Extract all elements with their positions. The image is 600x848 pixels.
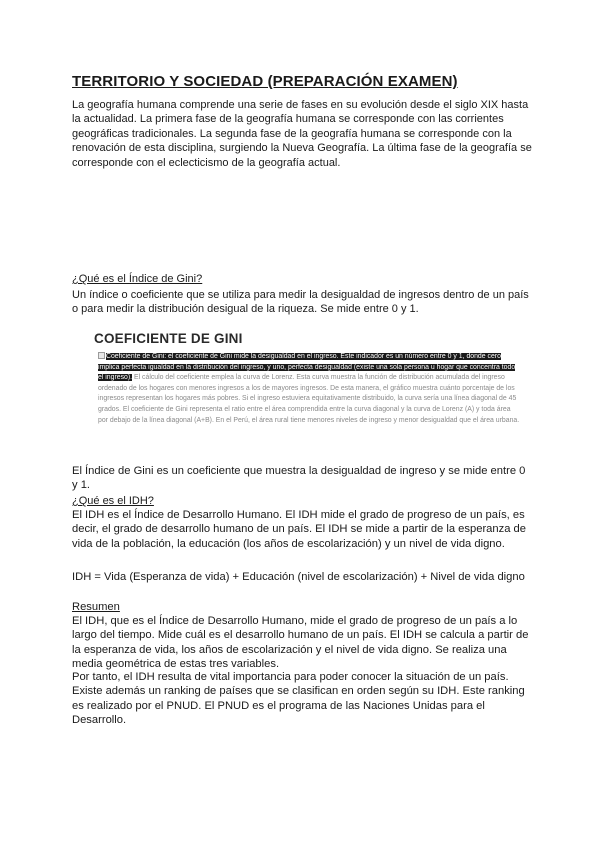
gini-figure — [88, 328, 528, 460]
intro-paragraph: La geografía humana comprende una serie de fases en su evolución desde el siglo XIX hasta la actualidad. La primera fase de la geografía humana se corresponde con las corrientes geográficas tradicionales. La segunda fase de la geografía humana se corresponde con la renovación de esta disciplina, surgiendo la Nueva Geografía. La última fase de la geografía se corresponde con el eclecticismo de la geografía actual. — [72, 99, 532, 169]
broken-image-icon — [98, 352, 105, 359]
gini-question-heading: ¿Qué es el Índice de Gini? — [72, 273, 203, 285]
gini-figure-text — [98, 352, 520, 426]
gini-figure-highlight: Coeficiente de Gini: el coeficiente de Gini mide la desigualdad en el ingreso. Este indicador es un número entre 0 y 1, donde cero implica perfecta igualdad en la distribución del ingreso, y uno, perfecta desigualdad (existe una sola persona u hogar que concentra todo el ingreso). — [98, 353, 516, 382]
gini-figure-title: COEFICIENTE DE GINI — [94, 331, 243, 346]
page-title: TERRITORIO Y SOCIEDAD (PREPARACIÓN EXAMEN) — [72, 73, 458, 90]
gini-definition: Un índice o coeficiente que se utiliza para medir la desigualdad de ingresos dentro de un país o para medir la distribución desigual de la riqueza. Se mide entre 0 y 1. — [72, 289, 529, 316]
resumen-paragraph-2: Por tanto, el IDH resulta de vital importancia para poder conocer la situación de un país. Existe además un ranking de países que se clasifican en orden según su IDH. Este ranking es realizado por el PNUD. El PNUD es el programa de las Naciones Unidas para el Desarrollo. — [72, 671, 525, 727]
gini-summary: El Índice de Gini es un coeficiente que muestra la desigualdad de ingreso y se mide entre 0 y 1. — [72, 465, 526, 492]
resumen-paragraph-1: El IDH, que es el Índice de Desarrollo Humano, mide el grado de progreso de un país a lo largo del tiempo. Mide cuál es el desarrollo humano de un país. El IDH se calcula a partir de la esperanza de vida, los años de escolarización y el nivel de vida digno. Se realiza una media geométrica de estas tres variables. — [72, 615, 529, 671]
gini-figure-body: El cálculo del coeficiente emplea la curva de Lorenz. Esta curva muestra la función de distribución acumulada del ingreso ordenado de los hogares con menores ingresos a los de mayores ingresos. De esta manera, el gráfico muestra cuánto porcentaje de los ingresos representan los hogares más pobres. Si el ingreso estuviera equitativamente distribuido, la curva sería una línea diagonal de 45 grados. El coeficiente de Gini representa el ratio entre el área comprendida entre la curva diagonal y la curva de Lorenz (A) y toda área por debajo de la línea diagonal (A+B). En el Perú, el área rural tiene menores niveles de ingreso y menor desigualdad que el área urbana. — [98, 374, 520, 424]
idh-formula: IDH = Vida (Esperanza de vida) + Educación (nivel de escolarización) + Nivel de vida digno — [72, 571, 525, 583]
resumen-heading: Resumen — [72, 601, 120, 613]
idh-question-heading: ¿Qué es el IDH? — [72, 495, 154, 507]
idh-definition: El IDH es el Índice de Desarrollo Humano. El IDH mide el grado de progreso de un país, es decir, el grado de desarrollo humano de un país. El IDH se mide a partir de la esperanza de vida de la población, la educación (los años de escolarización) y un nivel de vida digno. — [72, 509, 526, 550]
